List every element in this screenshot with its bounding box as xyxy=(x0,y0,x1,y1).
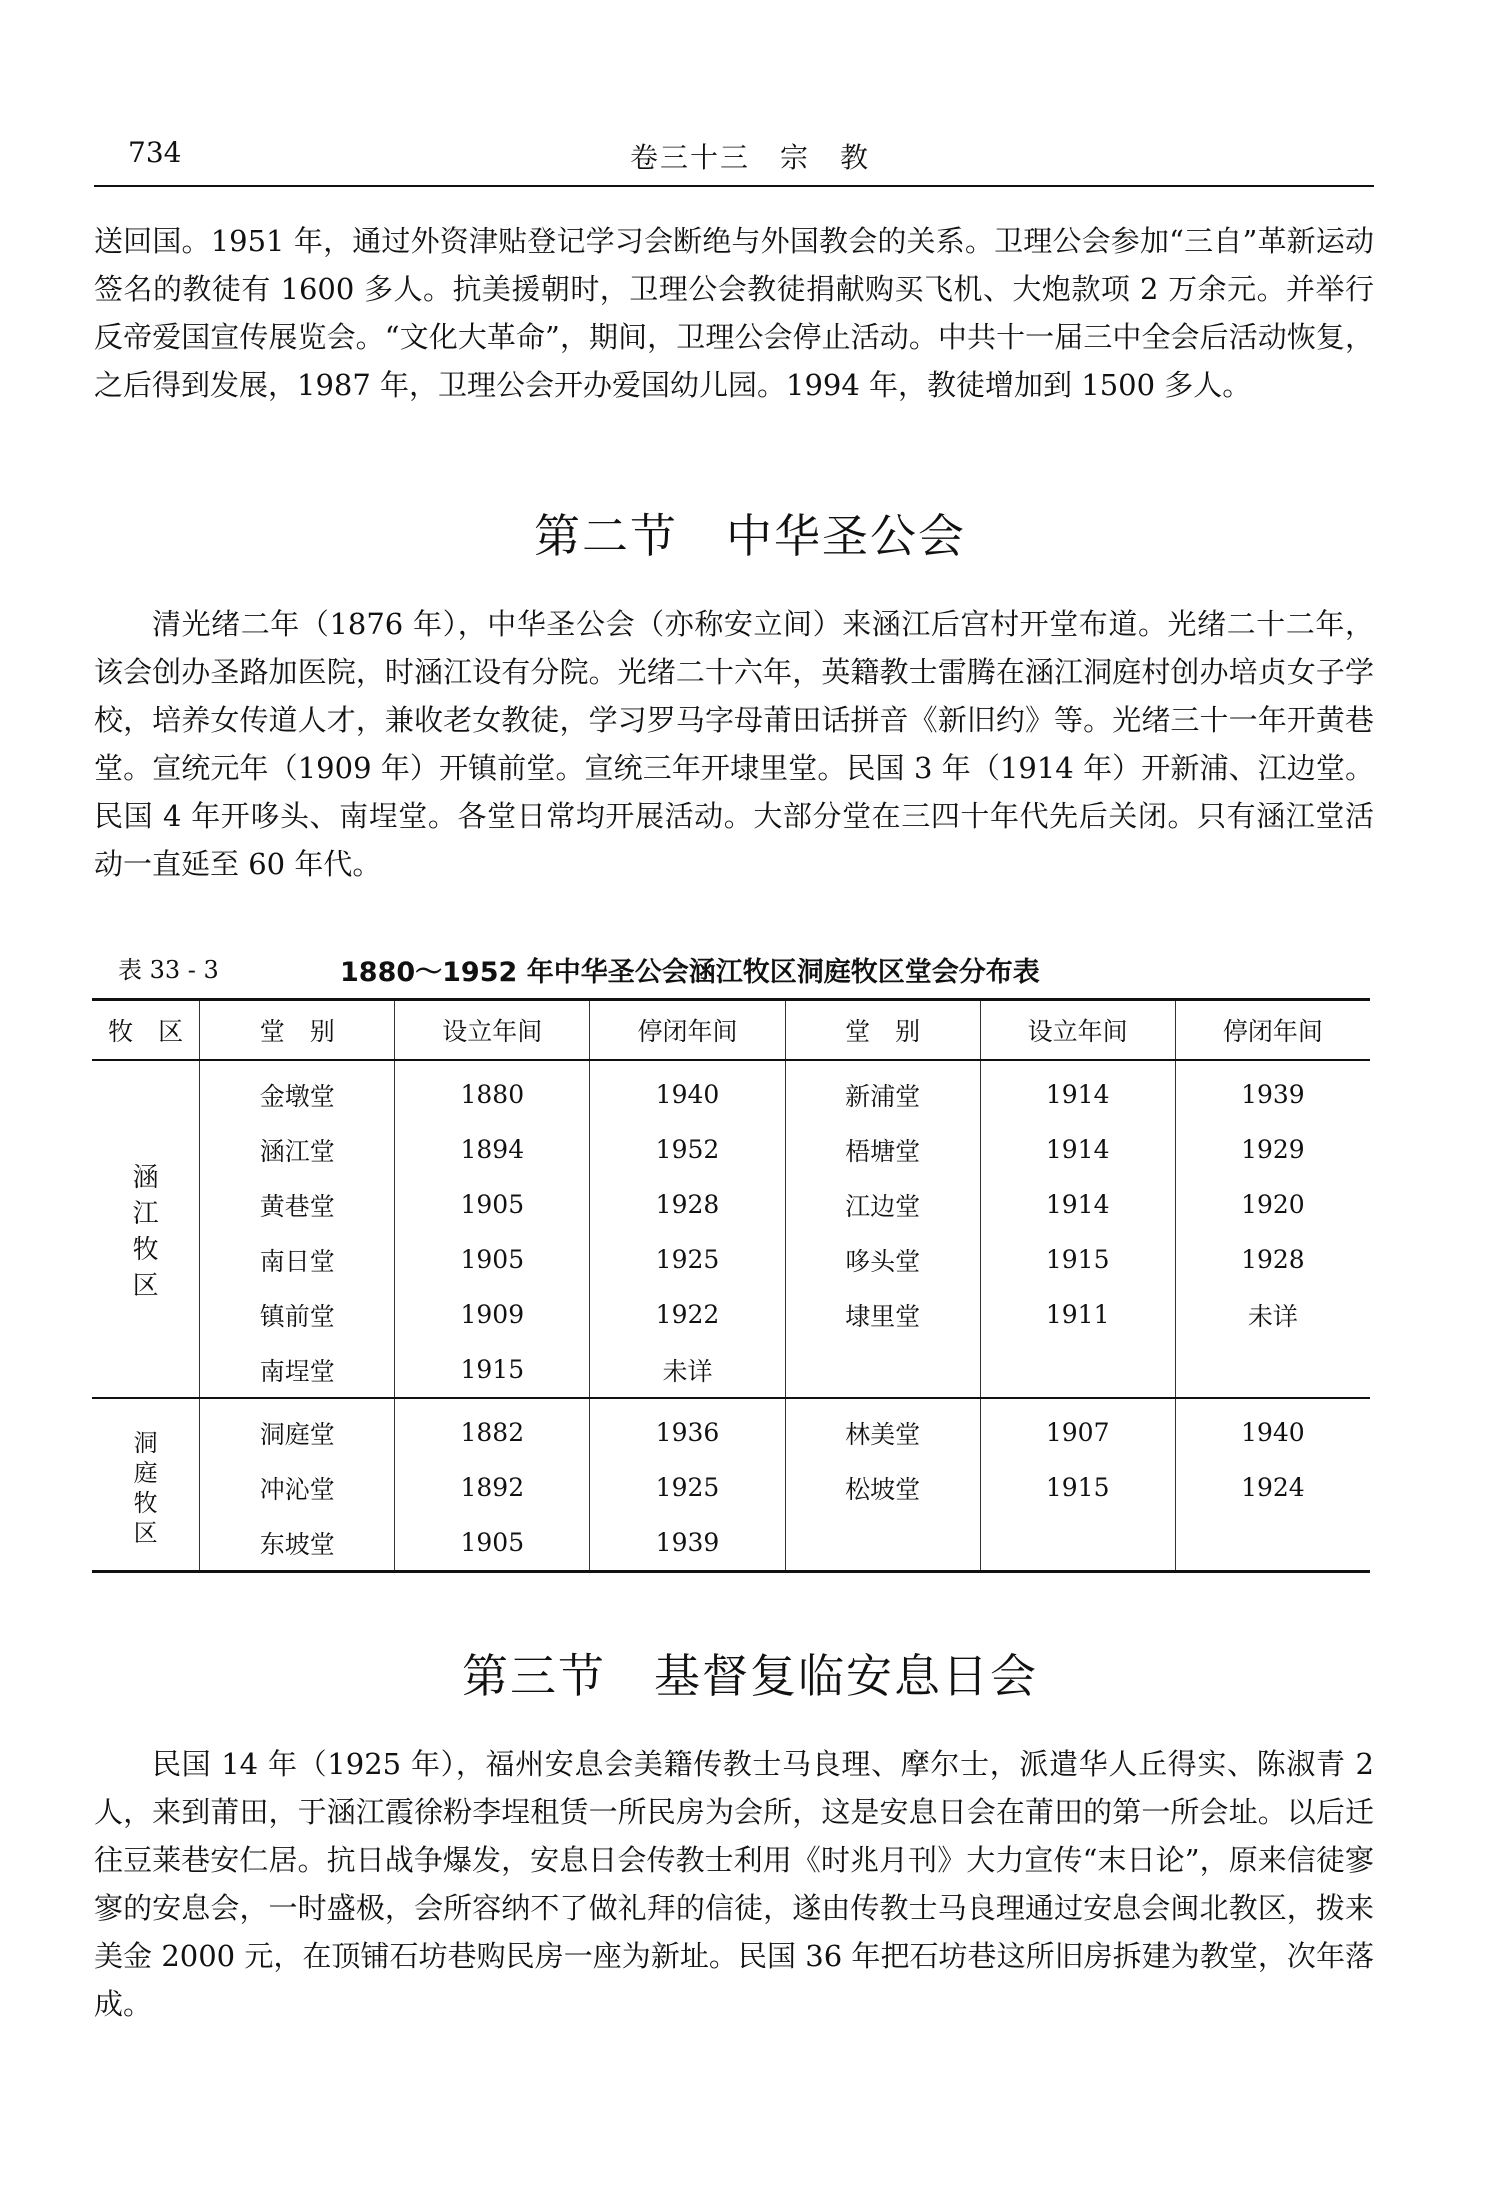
table-cell xyxy=(980,1515,1175,1572)
table-cell xyxy=(1175,1342,1370,1398)
region-cell-hanjiang xyxy=(92,1060,200,1398)
page-number: 734 xyxy=(128,136,182,169)
table-cell: 1905 xyxy=(395,1515,590,1572)
table-cell: 未详 xyxy=(590,1342,785,1398)
table-cell: 1939 xyxy=(1241,1080,1305,1109)
header-region: 牧 区 xyxy=(92,1000,200,1061)
header-closed-2: 停闭年间 xyxy=(1222,1017,1323,1046)
table-cell: 松坡堂 xyxy=(785,1460,980,1515)
section-3-paragraph: 民国 14 年（1925 年），福州安息会美籍传教士马良理、摩尔士，派遣华人丘得实、陈淑青 2 人，来到莆田，于涵江霞徐粉李埕租赁一所民房为会所，这是安息日会在莆田的第一所会址。以后迁往豆莱巷安仁居。抗日战争爆发，安息日会传教士利用《时兆月刊》大力宣传“末日论”，原来信徒寥寥的安息会，一时盛极，会所容纳不了做礼拜的信徒，遂由传教士马良理通过安息会闽北教区，拨来美金 2000 元，在顶铺石坊巷购民房一座为新址。民国 36 年把石坊巷这所旧房拆建为教堂，次年落成。 xyxy=(94,1747,1374,2021)
table-cell: 东坡堂 xyxy=(200,1515,395,1572)
section-2-title: 第二节 中华圣公会 xyxy=(534,509,966,563)
table-cell: 镇前堂 xyxy=(200,1287,395,1342)
region-char: 洞 xyxy=(133,1428,158,1457)
table-cell: 1940 xyxy=(1241,1418,1305,1447)
table-cell: 1925 xyxy=(590,1460,785,1515)
table-row xyxy=(92,1342,1370,1398)
table-row xyxy=(92,1287,1370,1342)
header-hall-2: 堂 别 xyxy=(785,1000,980,1061)
table-cell: 1914 xyxy=(980,1122,1175,1177)
table-cell: 1922 xyxy=(590,1287,785,1342)
table-cell: 1928 xyxy=(1241,1245,1305,1274)
table-title: 1880～1952 年中华圣公会涵江牧区洞庭牧区堂会分布表 xyxy=(340,957,1040,988)
table-cell: 1924 xyxy=(1241,1473,1305,1502)
table-cell: 1914 xyxy=(980,1060,1175,1122)
table-cell: 新浦堂 xyxy=(785,1060,980,1122)
table-cell: 金墩堂 xyxy=(200,1060,395,1122)
region-char: 区 xyxy=(132,1271,159,1301)
table-cell xyxy=(785,1342,980,1398)
table-cell: 1915 xyxy=(395,1342,590,1398)
table-cell: 1952 xyxy=(590,1122,785,1177)
table-cell: 1928 xyxy=(590,1177,785,1232)
table-cell: 1882 xyxy=(395,1398,590,1460)
table-cell: 梧塘堂 xyxy=(785,1122,980,1177)
table-cell: 1939 xyxy=(590,1515,785,1572)
table-label: 表 33 - 3 xyxy=(118,956,219,984)
region-char: 牧 xyxy=(133,1488,158,1517)
table-cell: 冲沁堂 xyxy=(200,1460,395,1515)
church-distribution-table xyxy=(92,998,1370,1573)
table-cell: 南日堂 xyxy=(200,1232,395,1287)
header-founded: 设立年间 xyxy=(395,1000,590,1061)
table-cell: 哆头堂 xyxy=(785,1232,980,1287)
header-founded-2: 设立年间 xyxy=(980,1000,1175,1061)
region-char: 涵 xyxy=(132,1163,159,1193)
table-cell: 1911 xyxy=(980,1287,1175,1342)
table-cell: 1925 xyxy=(590,1232,785,1287)
table-row xyxy=(92,1177,1370,1232)
table-cell: 南埕堂 xyxy=(200,1342,395,1398)
table-cell: 1892 xyxy=(395,1460,590,1515)
table-cell: 埭里堂 xyxy=(785,1287,980,1342)
header-closed: 停闭年间 xyxy=(590,1000,785,1061)
region-cell-dongting xyxy=(92,1398,200,1572)
table-cell: 1909 xyxy=(395,1287,590,1342)
table-cell: 未详 xyxy=(1247,1301,1298,1331)
intro-paragraph: 送回国。1951 年，通过外资津贴登记学习会断绝与外国教会的关系。卫理公会参加“三自”革新运动签名的教徒有 1600 多人。抗美援朝时，卫理公会教徒捐献购买飞机、大炮款项 2 万余元。并举行反帝爱国宣传展览会。“文化大革命”，期间，卫理公会停止活动。中共十一届三中全会后活动恢复，之后得到发展，1987 年，卫理公会开办爱国幼儿园。1994 年，教徒增加到 1500 多人。 xyxy=(94,224,1374,402)
region-char: 牧 xyxy=(132,1235,159,1265)
table-cell: 1894 xyxy=(395,1122,590,1177)
region-char: 江 xyxy=(132,1199,159,1229)
table-cell: 1940 xyxy=(590,1060,785,1122)
table-cell: 1936 xyxy=(590,1398,785,1460)
table-row xyxy=(92,1398,1370,1460)
table-row xyxy=(92,1122,1370,1177)
table-row xyxy=(92,1060,1370,1122)
header-rule xyxy=(94,185,1374,187)
table-cell: 1880 xyxy=(395,1060,590,1122)
table-cell: 涵江堂 xyxy=(200,1122,395,1177)
running-header-title: 卷三十三 宗 教 xyxy=(629,141,870,174)
region-char: 区 xyxy=(133,1518,158,1547)
table-cell: 江边堂 xyxy=(785,1177,980,1232)
region-char: 庭 xyxy=(133,1458,158,1487)
table-cell: 1914 xyxy=(980,1177,1175,1232)
table-cell: 黄巷堂 xyxy=(200,1177,395,1232)
table-row xyxy=(92,1460,1370,1515)
table-row xyxy=(92,1515,1370,1572)
table-cell: 林美堂 xyxy=(785,1398,980,1460)
table-cell: 1905 xyxy=(395,1232,590,1287)
table-cell: 洞庭堂 xyxy=(200,1398,395,1460)
table-cell: 1907 xyxy=(980,1398,1175,1460)
table-cell: 1920 xyxy=(1241,1190,1305,1219)
section-3-title: 第三节 基督复临安息日会 xyxy=(462,1649,1038,1703)
table-header-row xyxy=(92,1000,1370,1061)
table-cell: 1915 xyxy=(980,1232,1175,1287)
header-hall: 堂 别 xyxy=(200,1000,395,1061)
table-cell xyxy=(1175,1515,1370,1572)
table-cell: 1915 xyxy=(980,1460,1175,1515)
table-cell: 1905 xyxy=(395,1177,590,1232)
section-2-paragraph: 清光绪二年（1876 年），中华圣公会（亦称安立间）来涵江后宫村开堂布道。光绪二十二年，该会创办圣路加医院，时涵江设有分院。光绪二十六年，英籍教士雷腾在涵江洞庭村创办培贞女子学校，培养女传道人才，兼收老女教徒，学习罗马字母莆田话拼音《新旧约》等。光绪三十一年开黄巷堂。宣统元年（1909 年）开镇前堂。宣统三年开埭里堂。民国 3 年（1914 年）开新浦、江边堂。民国 4 年开哆头、南埕堂。各堂日常均开展活动。大部分堂在三四十年代先后关闭。只有涵江堂活动一直延至 60 年代。 xyxy=(94,607,1374,881)
table-cell xyxy=(980,1342,1175,1398)
table-cell: 1929 xyxy=(1241,1135,1305,1164)
table-cell xyxy=(785,1515,980,1572)
table-row xyxy=(92,1232,1370,1287)
